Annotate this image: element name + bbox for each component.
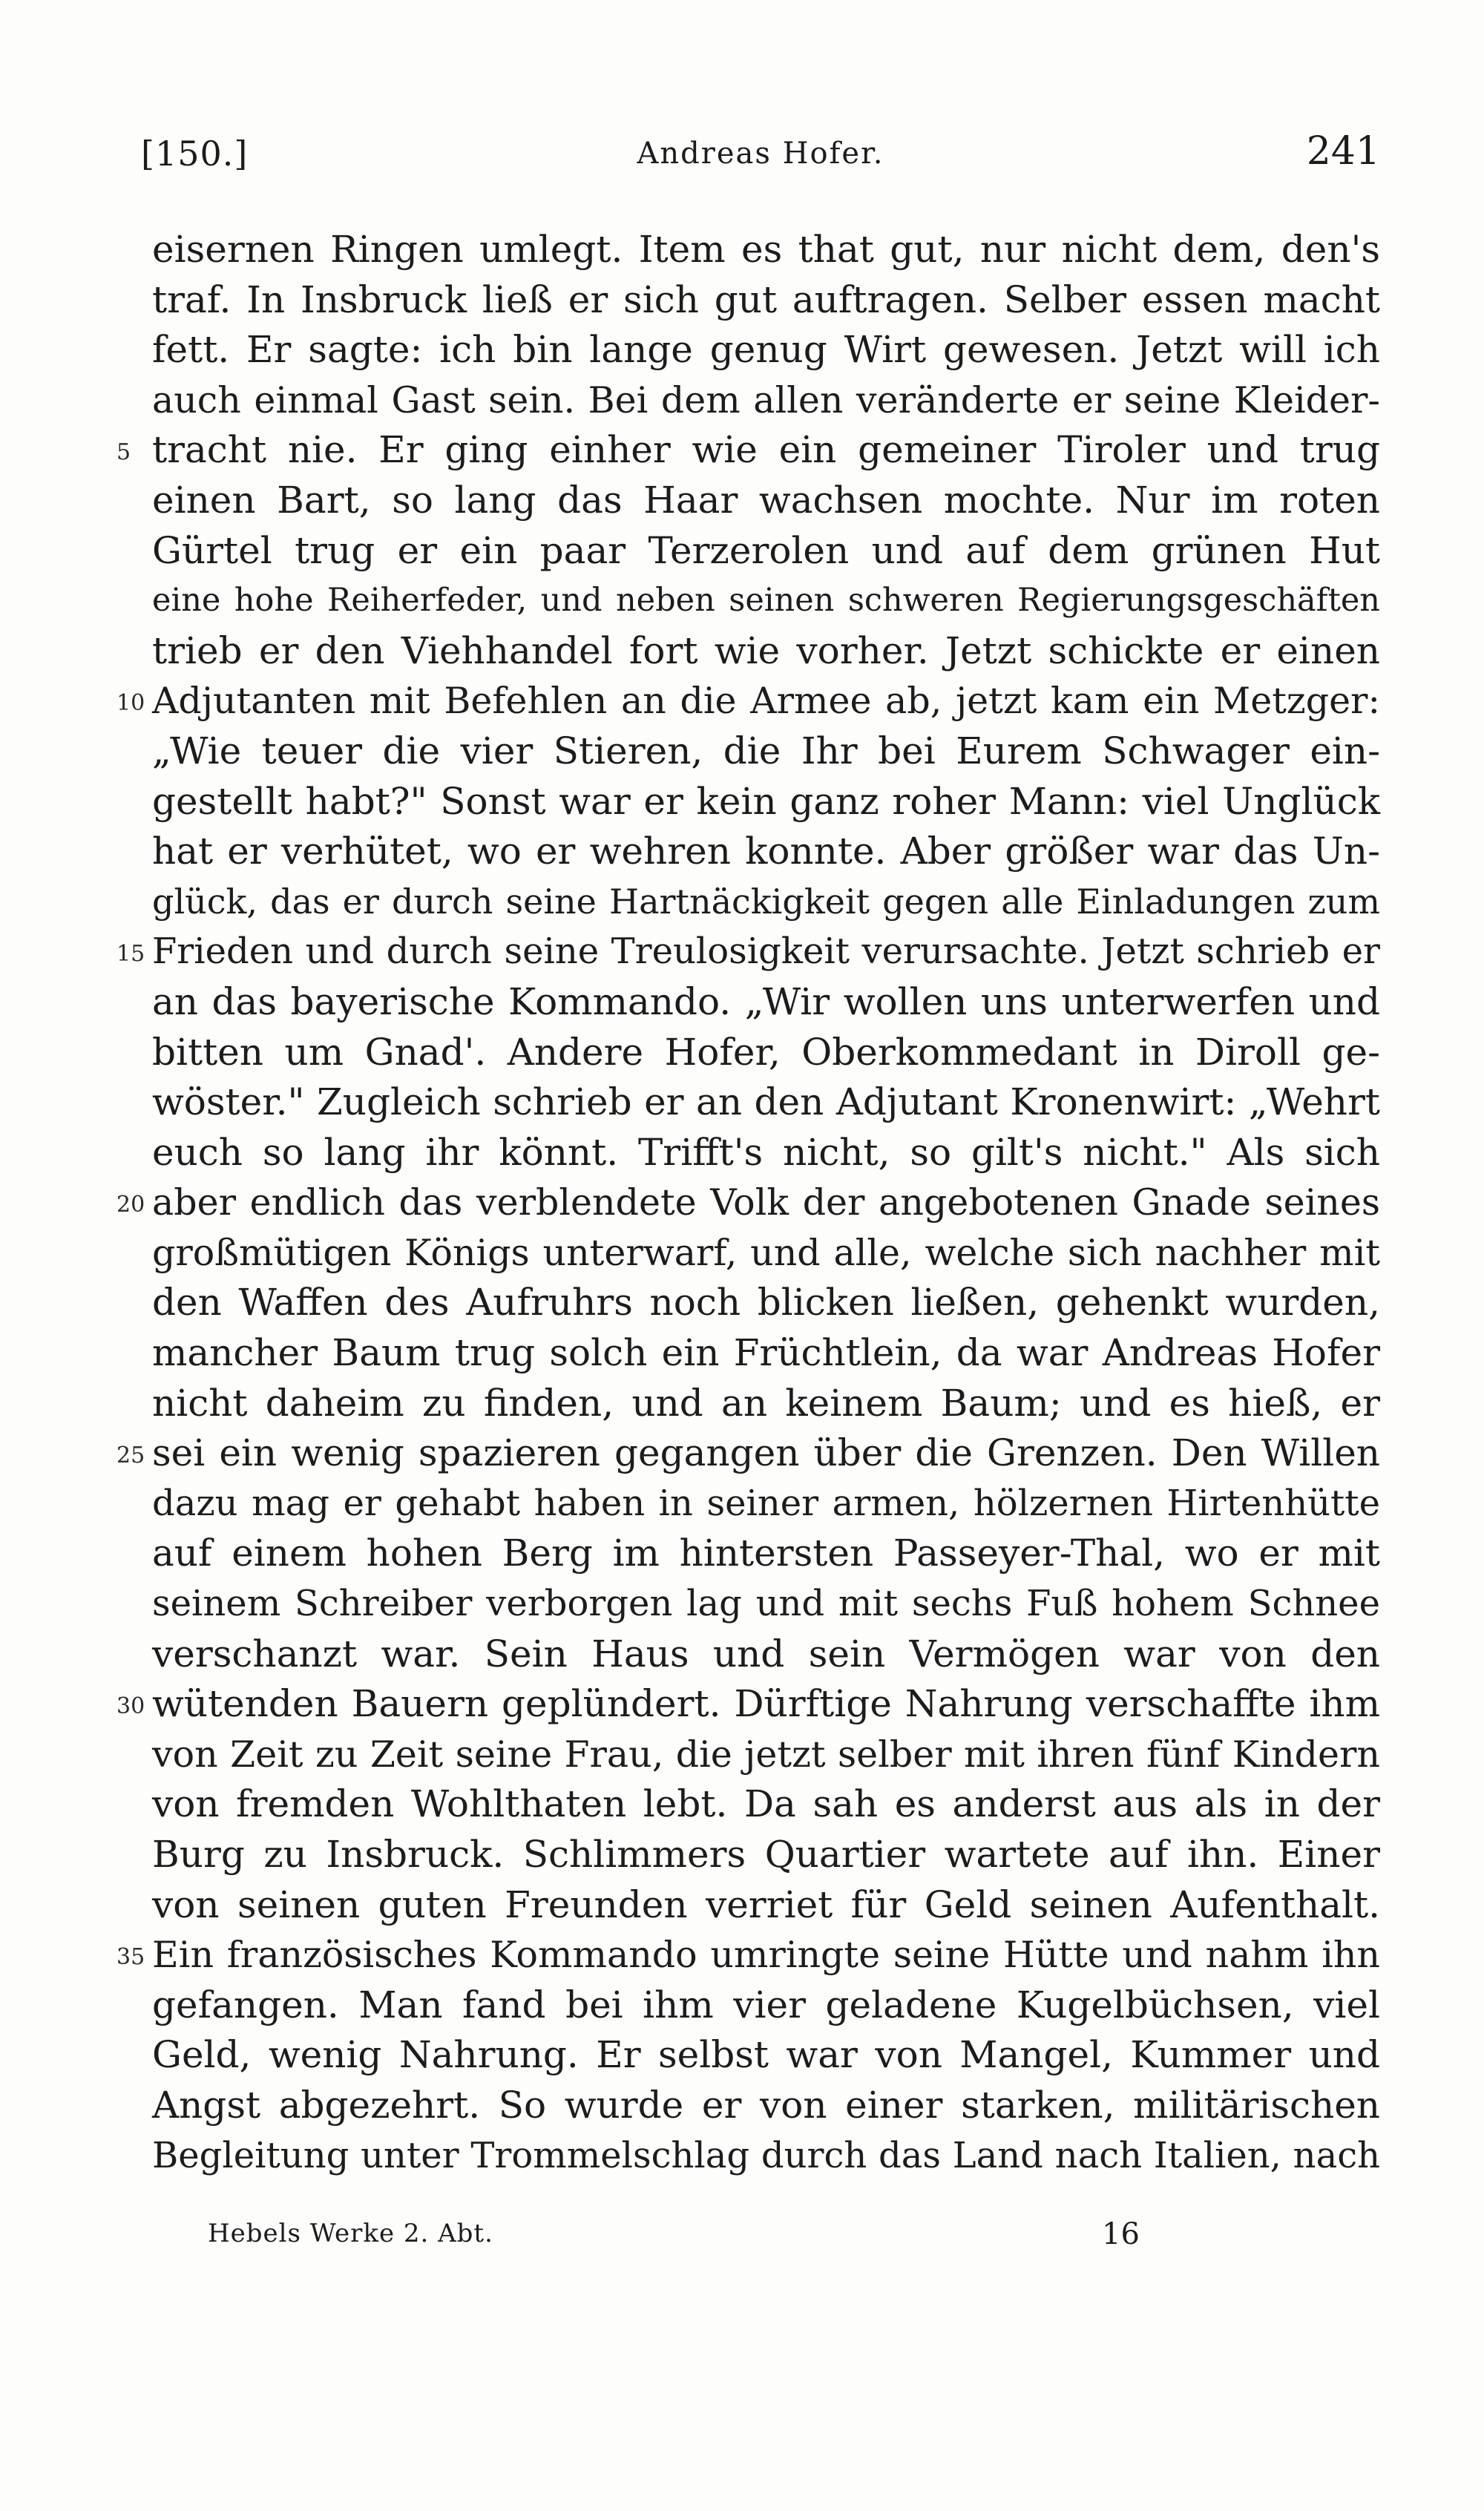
- text-line: [152, 225, 1380, 275]
- text-line: [152, 325, 1380, 375]
- line-number: 25: [116, 1442, 145, 1469]
- text-line: [152, 1830, 1380, 1880]
- line-text: eisernen Ringen umlegt. Item es that gut, nur nicht dem, den's: [152, 228, 1380, 271]
- line-text: gestellt habt?" Sonst war er kein ganz roher Mann: viel Unglück: [152, 779, 1380, 823]
- line-text: bitten um Gnad'. Andere Hofer, Oberkommedant in Diroll ge-: [152, 1030, 1380, 1074]
- line-text: von fremden Wohlthaten lebt. Da sah es anderst aus als in der: [152, 1782, 1380, 1826]
- line-text: Gürtel trug er ein paar Terzerolen und auf dem grünen Hut: [152, 528, 1380, 572]
- printer-signature: Hebels Werke 2. Abt.: [208, 2219, 493, 2248]
- body-text: [116, 225, 1380, 2181]
- line-text: fett. Er sagte: ich bin lange genug Wirt gewesen. Jetzt will ich: [152, 328, 1380, 372]
- line-text: sei ein wenig spazieren gegangen über die Grenzen. Den Willen: [152, 1431, 1380, 1475]
- text-line: [152, 827, 1380, 877]
- line-number: 35: [116, 1944, 145, 1971]
- line-text: seinem Schreiber verborgen lag und mit sechs Fuß hohem Schnee: [152, 1583, 1380, 1625]
- running-head: [141, 129, 1380, 186]
- page-footer: [208, 2219, 1172, 2263]
- text-line: [152, 1730, 1380, 1780]
- line-number: 30: [116, 1693, 145, 1720]
- line-number: 15: [116, 941, 145, 968]
- line-text: trieb er den Viehhandel fort wie vorher. Jetzt schickte er einen: [152, 628, 1380, 672]
- text-line: [152, 726, 1380, 777]
- section-number: [150.]: [141, 134, 249, 174]
- line-number: 5: [116, 439, 131, 466]
- text-line: [152, 1779, 1380, 1830]
- line-text: großmütigen Königs unterwarf, und alle, welche sich nachher mit: [152, 1231, 1380, 1274]
- text-line: [152, 375, 1380, 426]
- text-line: [152, 1579, 1380, 1629]
- signature-number: 16: [1102, 2217, 1140, 2251]
- line-text: aber endlich das verblendete Volk der angebotenen Gnade seines: [152, 1181, 1380, 1224]
- text-line: [152, 1328, 1380, 1379]
- text-line: [152, 1980, 1380, 2031]
- line-text: an das bayerische Kommando. „Wir wollen uns unterwerfen und: [152, 979, 1380, 1023]
- text-line: [152, 2030, 1380, 2081]
- line-text: auf einem hohen Berg im hintersten Passeyer-Thal, wo er mit: [152, 1532, 1380, 1575]
- line-text: Begleitung unter Trommelschlag durch das Land nach Italien, nach: [152, 2134, 1380, 2176]
- line-text: einen Bart, so lang das Haar wachsen mochte. Nur im roten: [152, 478, 1380, 522]
- line-text: Ein französisches Kommando umringte seine Hütte und nahm ihn: [152, 1934, 1380, 1977]
- running-title: Andreas Hofer.: [637, 137, 884, 171]
- text-line: [152, 476, 1380, 526]
- line-number: 20: [116, 1192, 145, 1218]
- text-line: [152, 1278, 1380, 1328]
- text-line: [116, 1178, 1380, 1228]
- line-text: verschanzt war. Sein Haus und sein Vermögen war von den: [152, 1632, 1380, 1675]
- text-line: [152, 1028, 1380, 1078]
- line-text: Geld, wenig Nahrung. Er selbst war von Mangel, Kummer und: [152, 2033, 1380, 2077]
- text-line: [152, 275, 1380, 326]
- line-text: eine hohe Reiherfeder, und neben seinen schweren Regierungsgeschäften: [152, 582, 1380, 620]
- text-line: [152, 626, 1380, 677]
- line-text: dazu mag er gehabt haben in seiner armen, hölzernen Hirtenhütte: [152, 1482, 1380, 1524]
- text-line: [152, 1479, 1380, 1529]
- page-number: 241: [1306, 129, 1380, 174]
- line-text: Burg zu Insbruck. Schlimmers Quartier wartete auf ihn. Einer: [152, 1833, 1380, 1876]
- text-line: [152, 977, 1380, 1028]
- text-line: [152, 2081, 1380, 2131]
- text-line: [116, 1679, 1380, 1730]
- text-line: [152, 1128, 1380, 1178]
- line-text: euch so lang ihr könnt. Trifft's nicht, so gilt's nicht." Als sich: [152, 1130, 1380, 1174]
- text-line: [152, 1880, 1380, 1931]
- text-line: [152, 1529, 1380, 1579]
- text-line: [152, 576, 1380, 626]
- text-line: [152, 2131, 1380, 2182]
- text-line: [152, 526, 1380, 577]
- line-text: glück, das er durch seine Hartnäckigkeit gegen alle Einladungen zum: [152, 881, 1380, 922]
- line-text: Frieden und durch seine Treulosigkeit verursachte. Jetzt schrieb er: [152, 930, 1380, 973]
- line-text: Adjutanten mit Befehlen an die Armee ab, jetzt kam ein Metzger:: [152, 680, 1380, 723]
- text-line: [152, 877, 1380, 928]
- line-text: traf. In Insbruck ließ er sich gut auftragen. Selber essen macht: [152, 278, 1380, 321]
- line-text: von seinen guten Freunden verriet für Geld seinen Aufenthalt.: [152, 1883, 1380, 1926]
- text-line: [152, 1228, 1380, 1279]
- text-line: [116, 676, 1380, 726]
- line-text: gefangen. Man fand bei ihm vier geladene Kugelbüchsen, viel: [152, 1983, 1380, 2026]
- line-text: hat er verhütet, wo er wehren konnte. Aber größer war das Un-: [152, 830, 1380, 873]
- text-line: [152, 1077, 1380, 1128]
- line-text: Angst abgezehrt. So wurde er von einer starken, militärischen: [152, 2083, 1380, 2127]
- line-text: von Zeit zu Zeit seine Frau, die jetzt selber mit ihren fünf Kindern: [152, 1733, 1380, 1776]
- line-text: mancher Baum trug solch ein Früchtlein, da war Andreas Hofer: [152, 1331, 1380, 1375]
- line-text: wütenden Bauern geplündert. Dürftige Nahrung verschaffte ihm: [152, 1682, 1380, 1726]
- line-text: „Wie teuer die vier Stieren, die Ihr bei Eurem Schwager ein-: [152, 729, 1380, 772]
- text-line: [116, 1930, 1380, 1980]
- text-line: [116, 927, 1380, 977]
- text-line: [116, 1428, 1380, 1479]
- text-line: [152, 777, 1380, 827]
- text-line: [116, 425, 1380, 476]
- line-text: den Waffen des Aufruhrs noch blicken ließen, gehenkt wurden,: [152, 1281, 1380, 1325]
- line-text: auch einmal Gast sein. Bei dem allen veränderte er seine Kleider-: [152, 378, 1380, 421]
- line-text: wöster." Zugleich schrieb er an den Adjutant Kronenwirt: „Wehrt: [152, 1080, 1380, 1124]
- line-text: tracht nie. Er ging einher wie ein gemeiner Tiroler und trug: [152, 428, 1380, 472]
- text-line: [152, 1629, 1380, 1680]
- line-text: nicht daheim zu finden, und an keinem Baum; und es hieß, er: [152, 1381, 1380, 1425]
- line-number: 10: [116, 690, 145, 717]
- text-line: [152, 1379, 1380, 1429]
